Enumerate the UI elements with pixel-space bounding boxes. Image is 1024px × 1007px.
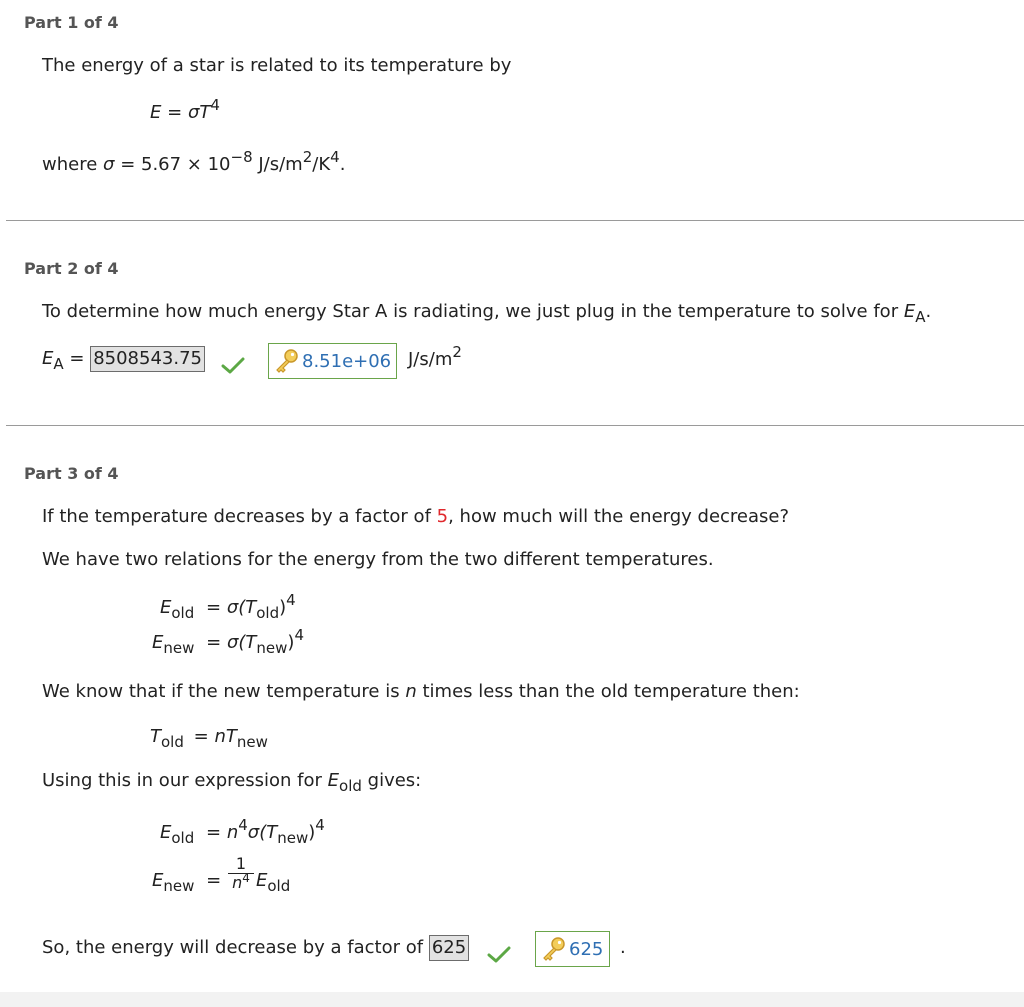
final-period: . <box>620 937 626 958</box>
key-icon <box>540 936 566 962</box>
divider-1 <box>6 220 1024 221</box>
answer-unit: $J/s/m^2$ <box>408 343 462 370</box>
part-3-using: Using this in our expression for $E_{old}$ gives: <box>42 770 422 795</box>
answer-field[interactable]: 8508543.75 <box>90 346 205 372</box>
divider-2 <box>6 425 1024 426</box>
final-key-value: 625 <box>569 938 604 960</box>
part-3-know: We know that if the new temperature is n times less than the old temperature then: <box>42 681 800 702</box>
key-icon <box>273 348 299 374</box>
formula-energy: $E = \sigma T^4$ <box>150 96 220 123</box>
answer-variable: E <box>42 348 54 369</box>
equation-e-new-lhs: $E_{new}$ = <box>152 870 222 895</box>
equation-t-old: $T_{old} = nT_{new}$ <box>150 726 268 751</box>
part-3-title: Part 3 of 4 <box>24 464 119 483</box>
equation-e-old-expanded: $E_{old} = n^4\sigma(T_{new})^4$ <box>160 816 325 847</box>
answer-key-box[interactable] <box>268 343 397 379</box>
answer-key-value: 8.51e+06 <box>302 350 392 372</box>
checkmark-icon <box>487 945 511 963</box>
part-2-intro: To determine how much energy Star A is radiating, we just plug in the temperature to solve for $E_A$. <box>42 301 932 326</box>
fraction-one-over-n4: $\frac{1}{n^4}$ <box>228 855 254 893</box>
part-3-question: If the temperature decreases by a factor of 5, how much will the energy decrease? <box>42 506 790 527</box>
final-answer-field[interactable]: 625 <box>429 935 469 961</box>
part-1-title: Part 1 of 4 <box>24 13 119 32</box>
part-3-final: So, the energy will decrease by a factor of 625 <box>42 935 469 961</box>
part-2-title: Part 2 of 4 <box>24 259 119 278</box>
checkmark-icon <box>221 356 245 374</box>
sigma-definition: where $\sigma = 5.67 \times 10^{-8}$ $J/s/m^2/K^4$. <box>42 148 346 175</box>
equation-e-new: $E_{new} = \sigma(T_{new})^4$ <box>152 626 304 657</box>
equation-e-new-rhs: $E_{old}$ <box>256 870 291 895</box>
part-3-relations: We have two relations for the energy from the two different temperatures. <box>42 549 714 570</box>
bottom-bar <box>0 992 1024 1007</box>
part-2-answer-row: $E_A = 8508543.75$ <box>42 346 205 372</box>
final-key-box[interactable] <box>535 931 610 967</box>
part-1-intro: The energy of a star is related to its temperature by <box>42 55 512 76</box>
factor-value: 5 <box>436 506 449 527</box>
equation-e-old: $E_{old} = \sigma(T_{old})^4$ <box>160 591 296 622</box>
